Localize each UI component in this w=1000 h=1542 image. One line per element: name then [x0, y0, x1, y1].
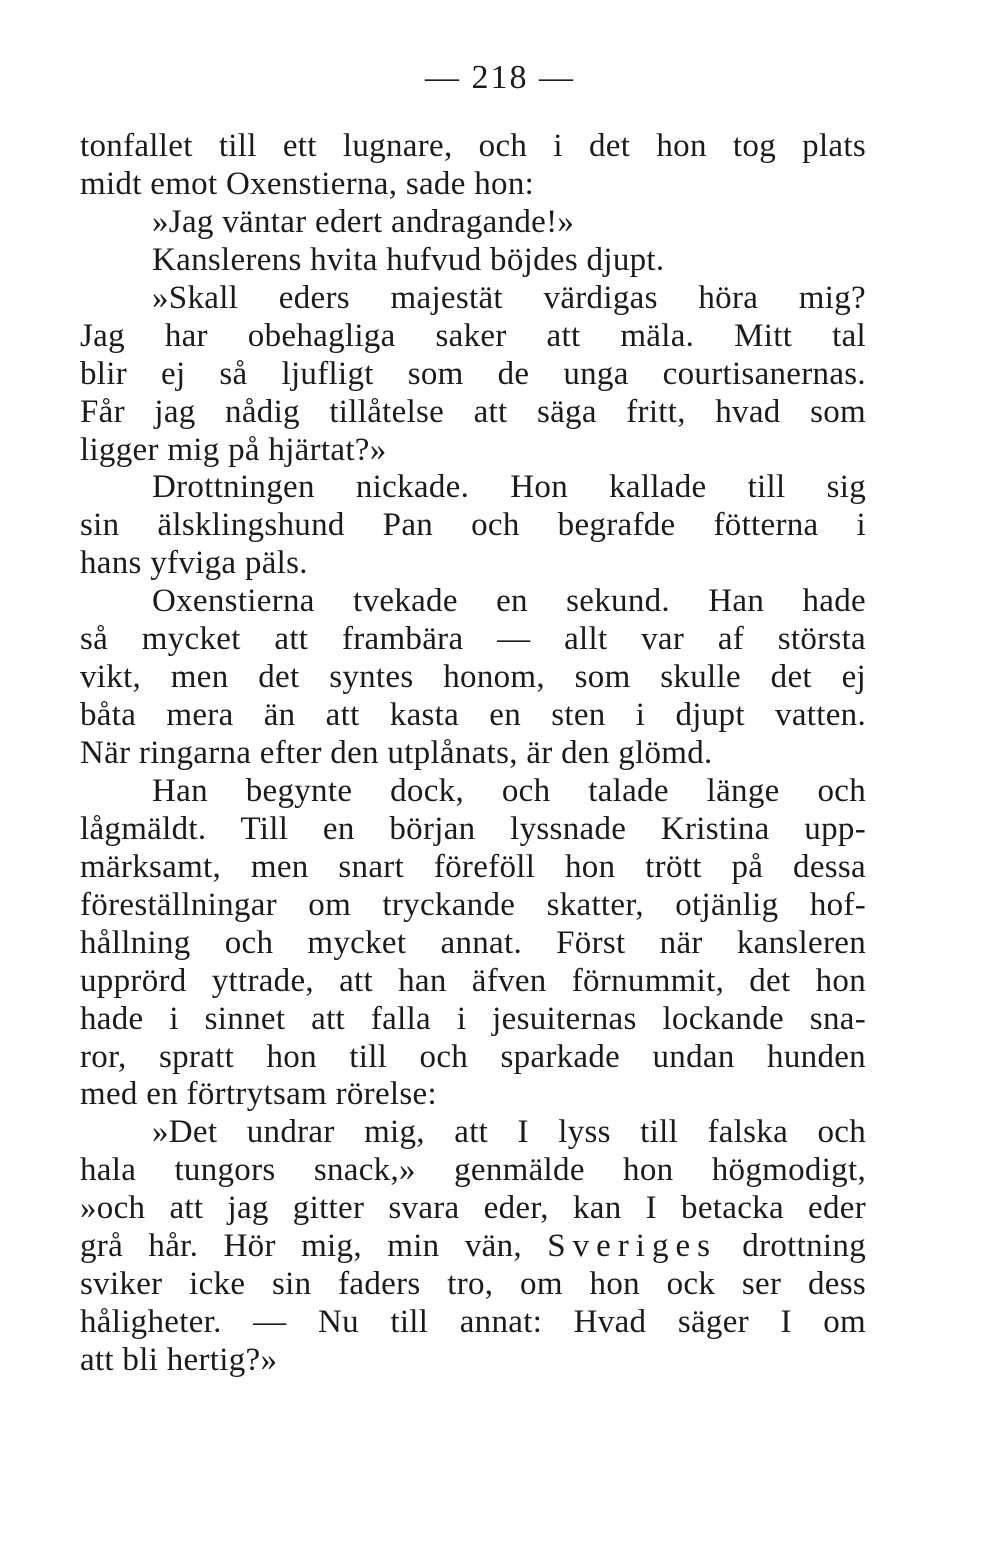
text-line: sviker icke sin faders tro, om hon ock ser dess: [80, 1266, 866, 1303]
text-line: »Skall eders majestät värdigas höra mig?: [152, 279, 866, 316]
text-line: båta mera än att kasta en sten i djupt vatten.: [80, 697, 866, 734]
text-line: [80, 1228, 866, 1266]
text-line: hade i sinnet att falla i jesuiternas lockande sna-: [80, 1000, 866, 1037]
text-line: När ringarna efter den utplånats, är den glömd.: [80, 735, 713, 771]
text-fragment: drottning: [716, 1228, 866, 1265]
text-line: med en förtrytsam rörelse:: [80, 1076, 437, 1113]
body-text: [80, 128, 866, 1380]
text-line: ligger mig på hjärtat?»: [80, 431, 387, 468]
text-line: Jag har obehagliga saker att mäla. Mitt tal: [80, 317, 866, 354]
text-line: tonfallet till ett lugnare, och i det hon tog plats: [80, 128, 866, 164]
text-line: att bli hertig?»: [80, 1342, 278, 1378]
text-line: upprörd yttrade, att han äfven förnummit, det hon: [80, 962, 866, 999]
text-line: håligheter. — Nu till annat: Hvad säger I om: [80, 1304, 866, 1341]
text-line: sin älsklingshund Pan och begrafde fötterna i: [80, 507, 866, 544]
text-line: midt emot Oxenstierna, sade hon:: [80, 165, 535, 202]
text-line: »Jag väntar edert andragande!»: [152, 203, 575, 240]
spaced-word-sveriges: Sveriges: [547, 1228, 717, 1265]
page-number: — 218 —: [425, 59, 575, 96]
text-line: vikt, men det syntes honom, som skulle det ej: [80, 659, 866, 696]
text-line: föreställningar om tryckande skatter, otjänlig hof-: [80, 886, 866, 923]
text-fragment: grå hår. Hör mig, min vän,: [80, 1228, 548, 1265]
text-line: märksamt, men snart föreföll hon trött på dessa: [80, 848, 866, 885]
text-line: så mycket att frambära — allt var af största: [80, 621, 866, 658]
text-line: blir ej så ljufligt som de unga courtisanernas.: [80, 355, 866, 392]
text-line: »Det undrar mig, att I lyss till falska och: [152, 1114, 866, 1151]
text-line: ror, spratt hon till och sparkade undan hunden: [80, 1038, 866, 1075]
text-line: Får jag nådig tillåtelse att säga fritt, hvad som: [80, 393, 866, 430]
text-line: »och att jag gitter svara eder, kan I betacka eder: [80, 1190, 866, 1227]
text-line: hala tungors snack,» genmälde hon högmodigt,: [80, 1152, 866, 1189]
text-line: Han begynte dock, och talade länge och: [152, 772, 866, 809]
text-line: Drottningen nickade. Hon kallade till sig: [152, 469, 866, 506]
text-line: Kanslerens hvita hufvud böjdes djupt.: [152, 241, 665, 278]
text-line: hans yfviga päls.: [80, 545, 308, 582]
text-line: lågmäldt. Till en början lyssnade Kristina upp-: [80, 810, 866, 847]
text-line: Oxenstierna tvekade en sekund. Han hade: [152, 583, 866, 620]
text-line: hållning och mycket annat. Först när kansleren: [80, 924, 866, 961]
